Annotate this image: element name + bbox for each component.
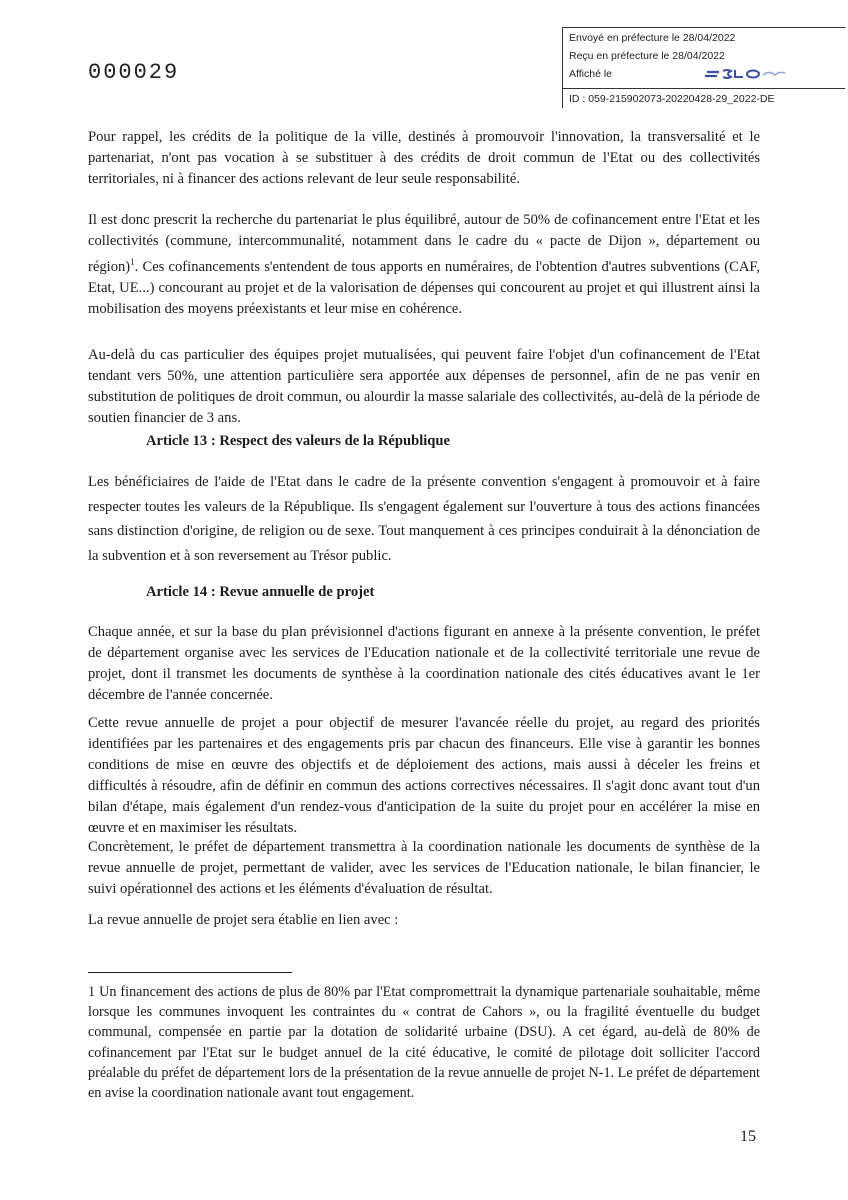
- stamp-id: ID : 059-215902073-20220428-29_2022-DE: [563, 88, 845, 108]
- footnote-separator: [88, 972, 292, 973]
- paragraph-partenariat-rest: . Ces cofinancements s'entendent de tous apports en numéraires, de l'obtention d'autres subventions (CAF, Etat, UE...) concourant au projet et de la valorisation de dépenses qui concourent au projet et qui illustrent ainsi la mobilisation des moyens préexistants et leur mise en cohérence.: [88, 258, 760, 317]
- article-13-title: Article 13 : Respect des valeurs de la République: [146, 433, 451, 449]
- footnote-ref: 1: [130, 257, 135, 267]
- paragraph-partenariat-text: Il est donc prescrit la recherche du partenariat le plus équilibré, autour de 50% de cofinancement entre l'Etat et les collectivités (commune, intercommunalité, notamment dans le cadre du « pacte de Dijon », département ou région): [88, 212, 760, 275]
- paragraph-concretement: Concrètement, le préfet de département transmettra à la coordination nationale les documents de synthèse de la revue annuelle de projet, permettant de valider, avec les services de l'Education nationale, le bilan financier, le suivi opérationnel des actions et les éléments d'évaluation de résultat.: [88, 839, 760, 897]
- stamp-received: Reçu en préfecture le 28/04/2022: [569, 50, 725, 62]
- paragraph-equipes-projet: Au-delà du cas particulier des équipes projet mutualisées, qui peuvent faire l'objet d'un cofinancement de l'Etat tendant vers 50%, une attention particulière sera apportée aux dépenses de personnel, afin de ne pas venir en substitution de politiques de droit commun, ou alourdir la masse salariale des collectivités, au-delà de la période de soutien financier de 3 ans.: [88, 347, 760, 426]
- paragraph-partenariat: [88, 210, 760, 320]
- stamp-posted-label: Affiché le: [569, 68, 612, 80]
- stamp-posted: [563, 64, 845, 82]
- stamp-sent: Envoyé en préfecture le 28/04/2022: [569, 32, 736, 44]
- article-14-title: Article 14 : Revue annuelle de projet: [146, 584, 375, 600]
- paragraph-objectif-revue: Cette revue annuelle de projet a pour objectif de mesurer l'avancée réelle du projet, au regard des priorités identifiées par les partenaires et des engagements pris par chacun des financeurs. Elle vise à garantir les bonnes conditions de mise en œuvre des objectifs et de déploiement des actions, mais aussi à déceler les freins et difficultés à résoudre, afin de définir en commun des actions correctives nécessaires. Il s'agit donc avant tout d'un bilan d'étape, mais également d'un rendez-vous d'anticipation de la suite du projet pour en accélérer la mise en œuvre et en maximiser les résultats.: [88, 715, 760, 836]
- prefecture-stamp: [562, 27, 845, 108]
- slo-logo-icon: [703, 67, 787, 81]
- footnote: 1 Un financement des actions de plus de 80% par l'Etat compromettrait la dynamique partenariale souhaitable, même lorsque les communes invoquent les contraintes du « contrat de Cahors », ou la fragilité éventuelle du budget communal, compensée en partie par la dotation de solidarité urbaine (DSU). A cet égard, au-delà de 80% de cofinancement par l'Etat sur le budget annuel de la cité éducative, le comité de pilotage doit solliciter l'accord préalable du préfet de département lors de la présentation de la revue annuelle de projet N-1. Le préfet de département en avise la coordination nationale avant tout engagement.: [88, 984, 760, 1102]
- paragraph-lien-avec: La revue annuelle de projet sera établie en lien avec :: [88, 912, 399, 928]
- document-number: 000029: [88, 60, 180, 85]
- paragraph-valeurs-republique: Les bénéficiaires de l'aide de l'Etat dans le cadre de la présente convention s'engagent à promouvoir et à faire respecter toutes les valeurs de la République. Ils s'engagent également sur l'ouverture à tous des actions financées sans distinction d'origine, de religion ou de sexe. Tout manquement à ces principes conduirait à la dénonciation de la subvention et à son reversement au Trésor public.: [88, 474, 760, 564]
- page-number: 15: [740, 1128, 756, 1145]
- paragraph-politique-ville: Pour rappel, les crédits de la politique de la ville, destinés à promouvoir l'innovation, la transversalité et le partenariat, n'ont pas vocation à se substituer à des crédits de droit commun de l'Etat ou des collectivités territoriales, ni à financer des actions relevant de leur seule responsabilité.: [88, 129, 760, 187]
- paragraph-revue-annuelle: Chaque année, et sur la base du plan prévisionnel d'actions figurant en annexe à la présente convention, le préfet de département organise avec les services de l'Education nationale et de la collectivité territoriale une revue de projet, dont il transmet les documents de synthèse à la coordination nationale des cités éducatives avant le 1er décembre de l'année concernée.: [88, 624, 760, 703]
